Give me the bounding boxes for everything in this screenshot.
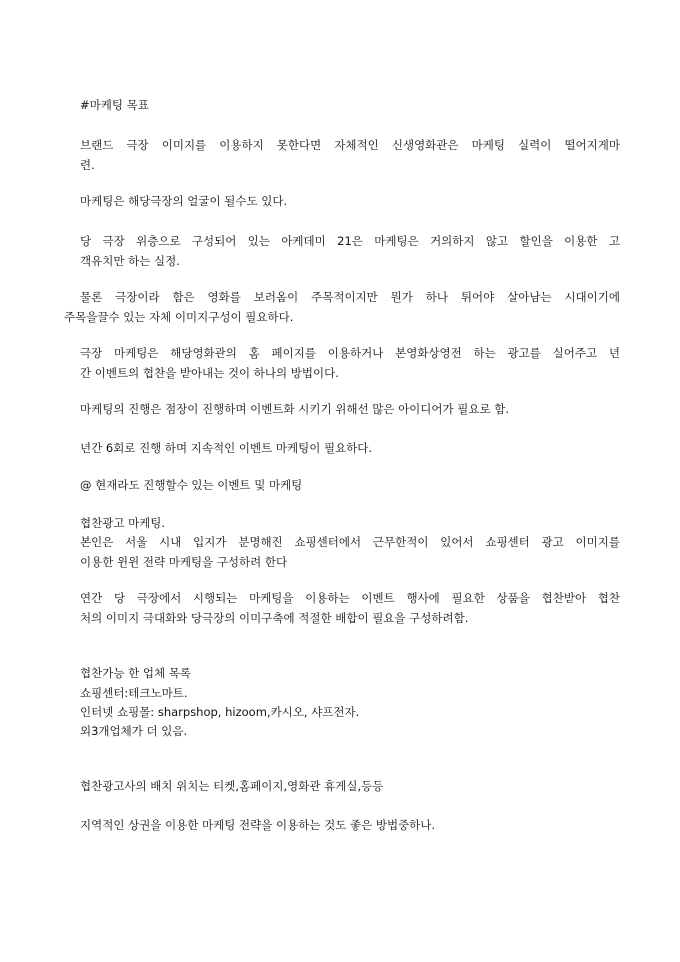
paragraph-line: 본인은 서울 시내 입지가 분명해진 쇼핑센터에서 근무한적이 있어서 쇼핑센터 광고 이미지를	[80, 535, 620, 549]
list-item: 인터넷 쇼핑몰: sharpshop, hizoom,카시오, 샤프전자.	[80, 705, 360, 719]
paragraph-line: 당 극장 위층으로 구성되어 있는 아케데미 21은 마케팅은 거의하지 않고 할인을 이용한 고	[80, 234, 620, 248]
paragraph-line: 연간 당 극장에서 시행되는 마케팅을 이용하는 이벤트 행사에 필요한 상품을 협찬받아 협찬	[80, 591, 620, 605]
paragraph-line: 주목을끌수 있는 자체 이미지구성이 필요하다.	[64, 310, 294, 324]
paragraph-line: 이용한 윈윈 전략 마케팅을 구성하려 한다	[80, 555, 288, 569]
paragraph-line: 객유치만 하는 실정.	[80, 254, 180, 268]
paragraph-line: 극장 마케팅은 해당영화관의 홈 페이지를 이용하거나 본영화상영전 하는 광고를 실어주고 년	[80, 346, 620, 360]
paragraph-line: 마케팅의 진행은 점장이 진행하며 이벤트화 시키기 위해선 많은 아이디어가 필요로 함.	[80, 402, 510, 416]
section-heading: #마케팅 목표	[80, 98, 149, 112]
paragraph-line: 간 이벤트의 협찬을 받아내는 것이 하나의 방법이다.	[80, 366, 339, 380]
paragraph-line: 년간 6회로 진행 하며 지속적인 이벤트 마케팅이 필요하다.	[80, 441, 373, 455]
paragraph-line: 협찬광고사의 배치 위치는 티켓,홈페이지,영화관 휴게실,등등	[80, 779, 384, 793]
paragraph-line: 브랜드 극장 이미지를 이용하지 못한다면 자체적인 신생영화관은 마케팅 실력이 떨어지게마	[80, 138, 620, 152]
list-item: 외3개업체가 더 있음.	[80, 724, 188, 738]
paragraph-line: 마케팅은 해당극장의 얼굴이 될수도 있다.	[80, 194, 288, 208]
paragraph-line: 협찬광고 마케팅.	[80, 516, 166, 530]
paragraph-line: 지역적인 상권을 이용한 마케팅 전략을 이용하는 것도 좋은 방법중하나.	[80, 818, 436, 832]
paragraph-line: @ 현재라도 진행할수 있는 이벤트 및 마케팅	[80, 478, 303, 492]
list-item: 쇼핑센터:테크노마트.	[80, 686, 188, 700]
paragraph-line: 련.	[80, 158, 95, 172]
paragraph-line: 물론 극장이라 함은 영화를 보러옴이 주목적이지만 뭔가 하나 튀어야 살아남는 시대이기에	[80, 290, 620, 304]
list-item: 협찬가능 한 업체 목록	[80, 666, 191, 680]
paragraph-line: 처의 이미지 극대화와 당극장의 이미구축에 적절한 배합이 필요을 구성하려함.	[80, 611, 469, 625]
